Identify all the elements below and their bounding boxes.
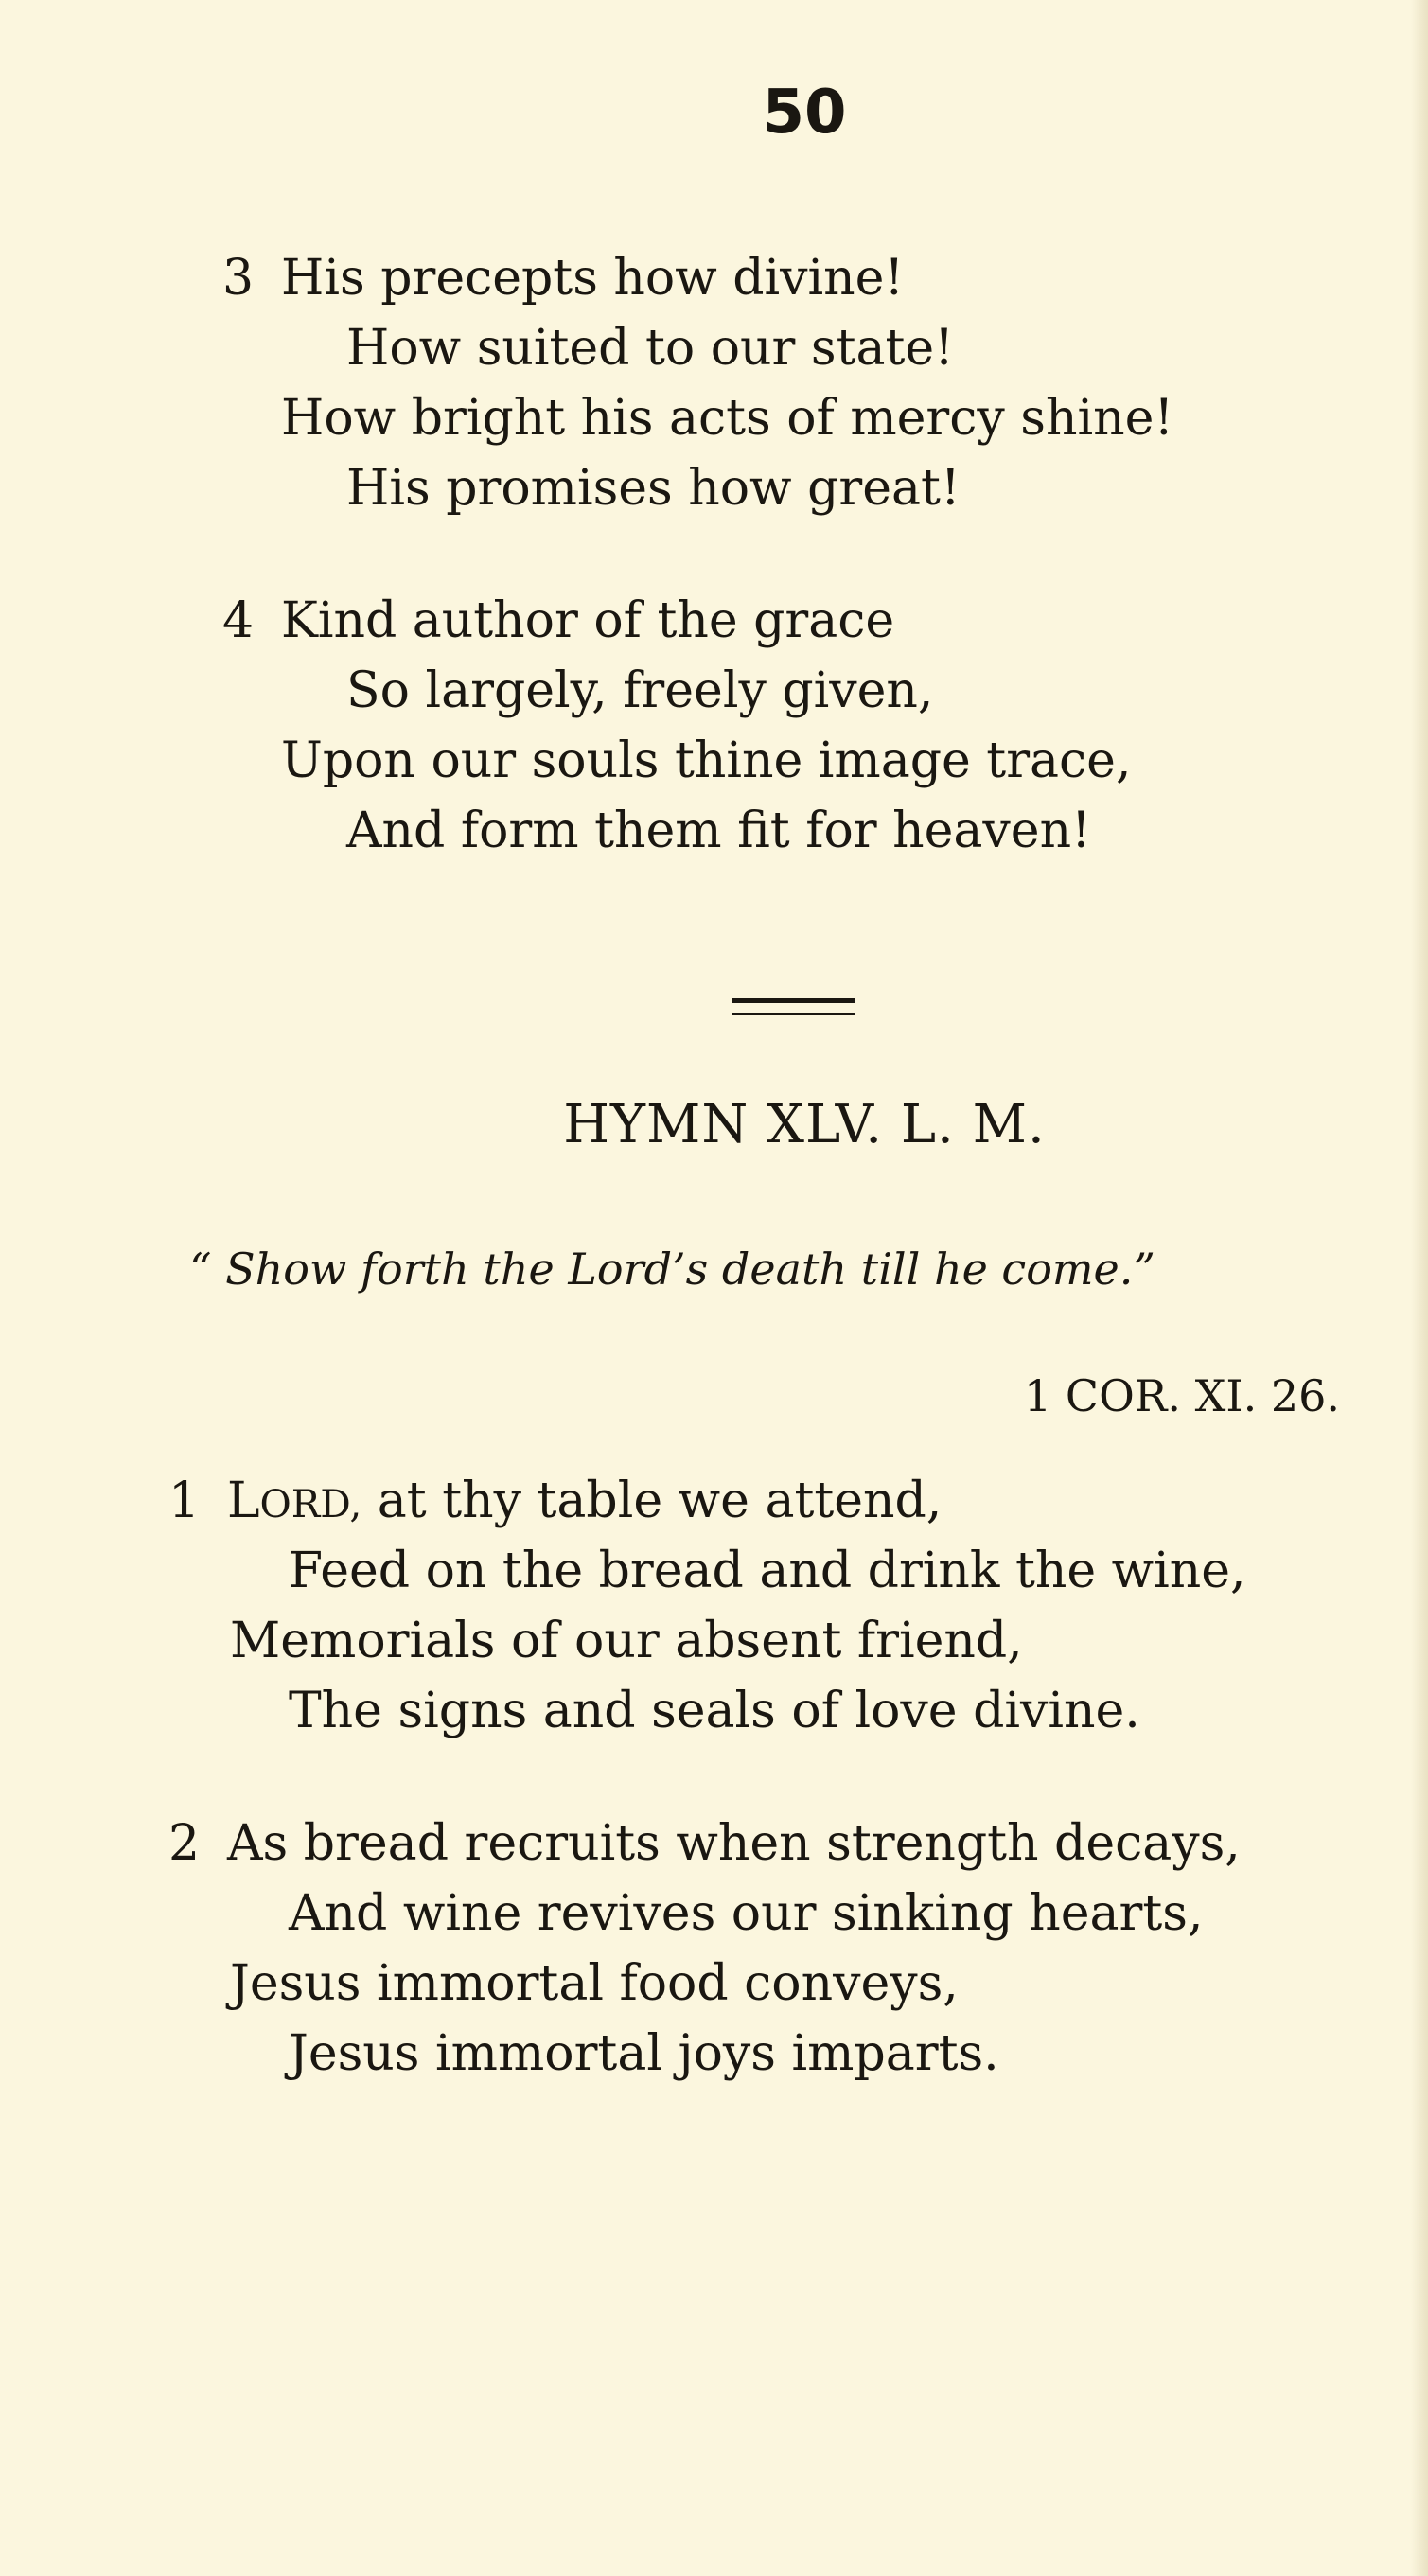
stanza-number: 1 <box>168 1473 201 1529</box>
section-divider-top <box>732 998 855 1003</box>
hymn-stanza-2-line-2: And wine revives our sinking hearts, <box>289 1885 1204 1942</box>
hymn-stanza-2-line-1: 2 As bread recruits when strength decays, <box>168 1815 1241 1872</box>
stanza-3-line-2: How suited to our state! <box>346 320 955 377</box>
page-number: 50 <box>762 78 847 148</box>
stanza-3-line-3: How bright his acts of mercy shine! <box>281 390 1174 447</box>
hymn-epigraph: “ Show forth the Lord’s death till he come.” <box>189 1244 1155 1295</box>
hymn-stanza-1-line-1: 1 LORD, at thy table we attend, <box>168 1473 943 1529</box>
stanza-4-line-4: And form them fit for heaven! <box>346 803 1091 859</box>
page-edge-shadow <box>1411 0 1428 2576</box>
stanza-number: 3 <box>222 250 255 307</box>
hymn-citation: 1 COR. XI. 26. <box>1024 1370 1340 1421</box>
section-divider-bottom <box>732 1013 855 1015</box>
hymn-stanza-1-line-2: Feed on the bread and drink the wine, <box>289 1543 1246 1599</box>
stanza-4-line-3: Upon our souls thine image trace, <box>281 732 1132 789</box>
stanza-4-line-2: So largely, freely given, <box>346 662 934 719</box>
stanza-3-line-1: 3 His precepts how divine! <box>222 250 905 307</box>
stanza-3-line-4: His promises how great! <box>346 460 961 517</box>
stanza-number: 4 <box>222 592 255 649</box>
hymn-stanza-1-line-4: The signs and seals of love divine. <box>289 1683 1140 1739</box>
hymn-stanza-2-line-3: Jesus immortal food conveys, <box>230 1955 959 2012</box>
stanza-4-line-1: 4 Kind author of the grace <box>222 592 895 649</box>
hymn-stanza-2-line-4: Jesus immortal joys imparts. <box>289 2025 999 2082</box>
hymn-title: HYMN XLV. L. M. <box>563 1094 1046 1156</box>
stanza-number: 2 <box>168 1815 201 1872</box>
hymn-stanza-1-line-3: Memorials of our absent friend, <box>230 1613 1023 1669</box>
